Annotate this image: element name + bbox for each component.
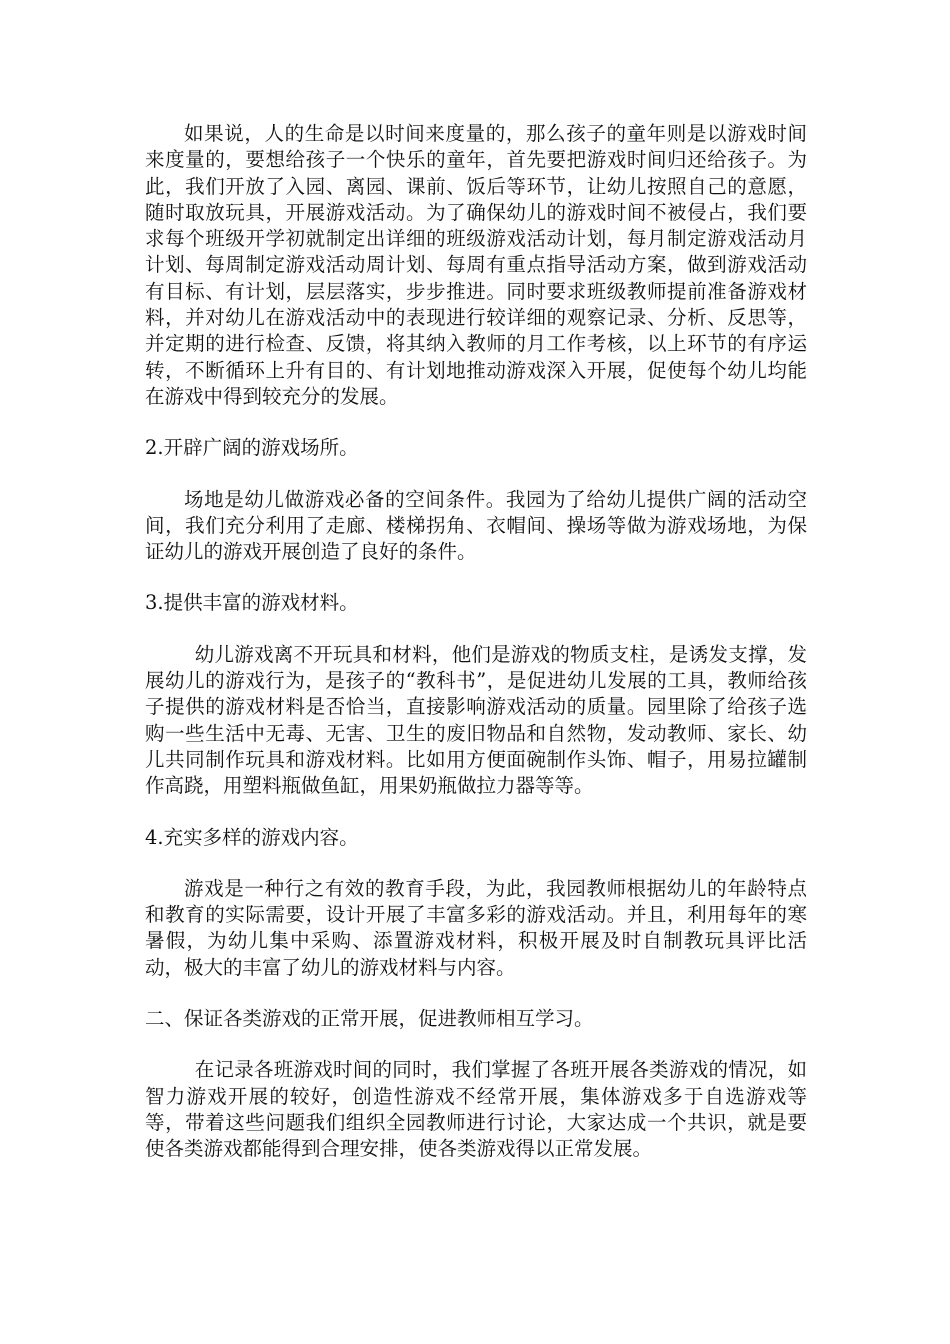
heading-game-space: 2.开辟广阔的游戏场所。 [145, 436, 359, 460]
paragraph-spacer [145, 800, 807, 825]
paragraph-spacer [145, 851, 807, 876]
heading-game-content: 4.充实多样的游戏内容。 [145, 825, 359, 849]
paragraph-spacer [145, 617, 807, 642]
paragraph-game-time: 如果说，人的生命是以时间来度量的，那么孩子的童年则是以游戏时间来度量的，要想给孩子一个快乐的童年，首先要把游戏时间归还给孩子。为此，我们开放了入园、离园、课前、饭后等环节，让幼儿按照自己的意愿，随时取放玩具，开展游戏活动。为了确保幼儿的游戏时间不被侵占，我们要求每个班级开学初就制定出详细的班级游戏活动计划，每月制定游戏活动月计划、每周制定游戏活动周计划、每周有重点指导活动方案，做到游戏活动有目标、有计划，层层落实，步步推进。同时要求班级教师提前准备游戏材料，并对幼儿在游戏活动中的表现进行较详细的观察记录、分析、反思等，并定期的进行检查、反馈，将其纳入教师的月工作考核，以上环节的有序运转，不断循环上升有目的、有计划地推动游戏深入开展，促使每个幼儿均能在游戏中得到较充分的发展。 [145, 122, 807, 408]
document-body [145, 121, 807, 1163]
paragraph-spacer [145, 462, 807, 487]
paragraph-spacer [145, 410, 807, 435]
heading-game-materials: 3.提供丰富的游戏材料。 [145, 591, 359, 615]
paragraph-game-materials: 幼儿游戏离不开玩具和材料，他们是游戏的物质支柱，是诱发支撑，发展幼儿的游戏行为，是孩子的“教科书”，是促进幼儿发展的工具，教师给孩子提供的游戏材料是否恰当，直接影响游戏活动的质量。园里除了给孩子选购一些生活中无毒、无害、卫生的废旧物品和自然物，发动教师、家长、幼儿共同制作玩具和游戏材料。比如用方便面碗制作头饰、帽子，用易拉罐制作高跷，用塑料瓶做鱼缸，用果奶瓶做拉力器等等。 [145, 642, 807, 798]
paragraph-teacher-learning: 在记录各班游戏时间的同时，我们掌握了各班开展各类游戏的情况，如智力游戏开展的较好，创造性游戏不经常开展，集体游戏多于自选游戏等等，带着这些问题我们组织全园教师进行讨论，大家达成一个共识，就是要使各类游戏都能得到合理安排，使各类游戏得以正常发展。 [145, 1058, 807, 1161]
paragraph-spacer [145, 981, 807, 1006]
paragraph-spacer [145, 565, 807, 590]
paragraph-game-content: 游戏是一种行之有效的教育手段，为此，我园教师根据幼儿的年龄特点和教育的实际需要，设计开展了丰富多彩的游戏活动。并且，利用每年的寒暑假，为幼儿集中采购、添置游戏材料，积极开展及时自制教玩具评比活动，极大的丰富了幼儿的游戏材料与内容。 [145, 876, 807, 979]
paragraph-spacer [145, 1032, 807, 1057]
heading-section-two: 二、保证各类游戏的正常开展，促进教师相互学习。 [145, 1007, 594, 1031]
paragraph-game-space: 场地是幼儿做游戏必备的空间条件。我园为了给幼儿提供广阔的活动空间，我们充分利用了走廊、楼梯拐角、衣帽间、操场等做为游戏场地，为保证幼儿的游戏开展创造了良好的条件。 [145, 487, 807, 564]
